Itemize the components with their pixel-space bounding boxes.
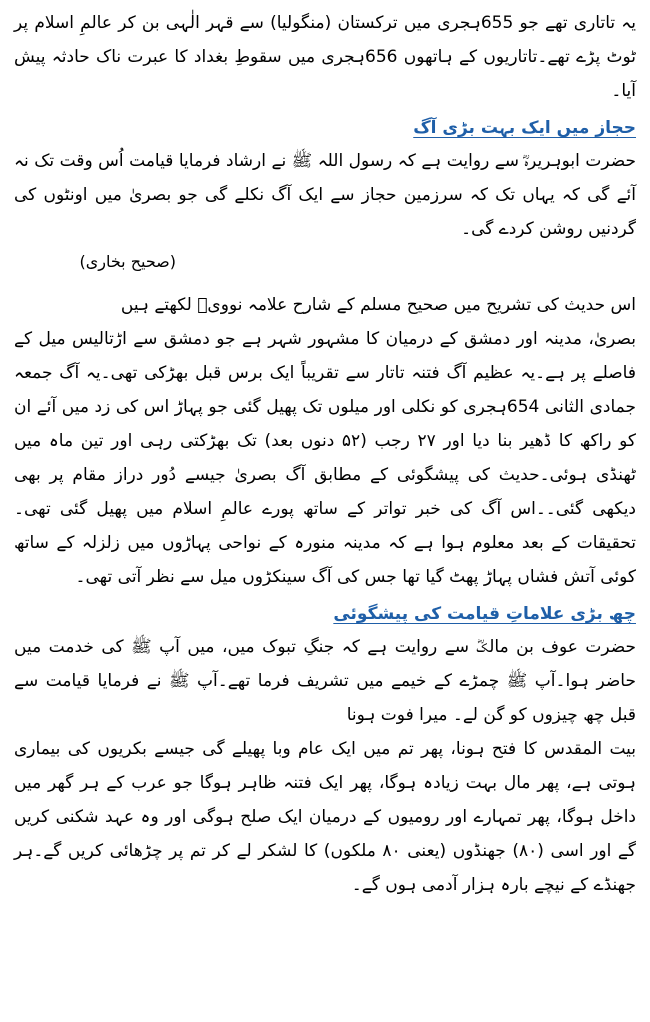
hadith-reference-1: (صحیح بخاری) xyxy=(79,252,176,271)
hadith-paragraph-2: حضرت عوف بن مالکؓ سے روایت ہے کہ جنگِ تبوک میں، میں آپ ﷺ کی خدمت میں حاضر ہوا۔آپ ﷺ چمڑے کے خیمے میں تشریف فرما تھے۔آپ ﷺ نے فرمایا قیامت سے قبل چھ چیزوں کو گن لے۔ میرا فوت ہونا xyxy=(14,637,636,725)
commentary-intro: اس حدیث کی تشریح میں صحیح مسلم کے شارح علامہ نوویؒ لکھتے ہیں xyxy=(120,295,636,315)
hadith-paragraph-2-continued: بیت المقدس کا فتح ہونا، پھر تم میں ایک عام وبا پھیلے گی جیسے بکریوں کی بیماری ہوتی ہے، پھر مال بہت زیادہ ہوگا، پھر ایک فتنہ ظاہر ہوگا جو عرب کے ہر گھر میں داخل ہوگا، پھر تمہارے اور رومیوں کے درمیان ایک صلح ہوگی اور وہ عہد شکنی کریں گے اور اسی (۸۰) جھنڈوں (یعنی ۸۰ ملکوں) کا لشکر لے کر تم پر چڑھائی کریں گے۔ہر جھنڈے کے نیچے بارہ ہزار آدمی ہوں گے۔ xyxy=(14,739,636,895)
hadith-paragraph-1: حضرت ابوہریرہؓ سے روایت ہے کہ رسول اللہ ﷺ نے ارشاد فرمایا قیامت اُس وقت تک نہ آئے گی کہ یہاں تک کہ سرزمین حجاز سے ایک آگ نکلے گی جو بصریٰ میں اونٹوں کی گردنیں روشن کردے گی۔ xyxy=(14,151,636,239)
section-heading-six-signs: چھ بڑی علاماتِ قیامت کی پیشگوئی xyxy=(333,604,636,624)
commentary-paragraph: بصریٰ، مدینہ اور دمشق کے درمیان کا مشہور شہر ہے جو دمشق سے اڑتالیس میل کے فاصلے پر ہے۔یہ عظیم آگ فتنہ تاتار سے تقریباً ایک برس قبل بھڑکی تھی۔یہ آگ جمعہ جمادی الثانی 654ہجری کو نکلی اور میلوں تک پھیل گئی جو پہاڑ اس کی زد میں آئے ان کو راکھ کا ڈھیر بنا دیا اور ۲۷ رجب (۵۲ دنوں بعد) تک بھڑکتی رہی اور تین ماہ میں ٹھنڈی ہوئی۔حدیث کی پیشگوئی کے مطابق آگ بصریٰ جیسے دُور دراز مقام پر بھی دیکھی گئی۔۔اس آگ کی خبر تواتر کے ساتھ پورے عالمِ اسلام میں پھیل گئی تھی۔تحقیقات کے بعد معلوم ہوا ہے کہ مدینہ منورہ کے نواحی پہاڑوں میں زلزلہ کے ساتھ کوئی آتش فشاں پہاڑ پھٹ گیا تھا جس کی آگ سینکڑوں میل سے نظر آتی تھی۔ xyxy=(14,329,637,587)
section-heading-hijaz-fire: حجاز میں ایک بہت بڑی آگ xyxy=(413,118,636,138)
spacer xyxy=(14,278,636,288)
intro-paragraph: یہ تاتاری تھے جو 655ہجری میں ترکستان (منگولیا) سے قہر الٰہی بن کر عالمِ اسلام پر ٹوٹ پڑے تھے۔تاتاریوں کے ہاتھوں 656ہجری میں سقوطِ بغداد کا عبرت ناک حادثہ پیش آیا۔ xyxy=(14,13,637,101)
